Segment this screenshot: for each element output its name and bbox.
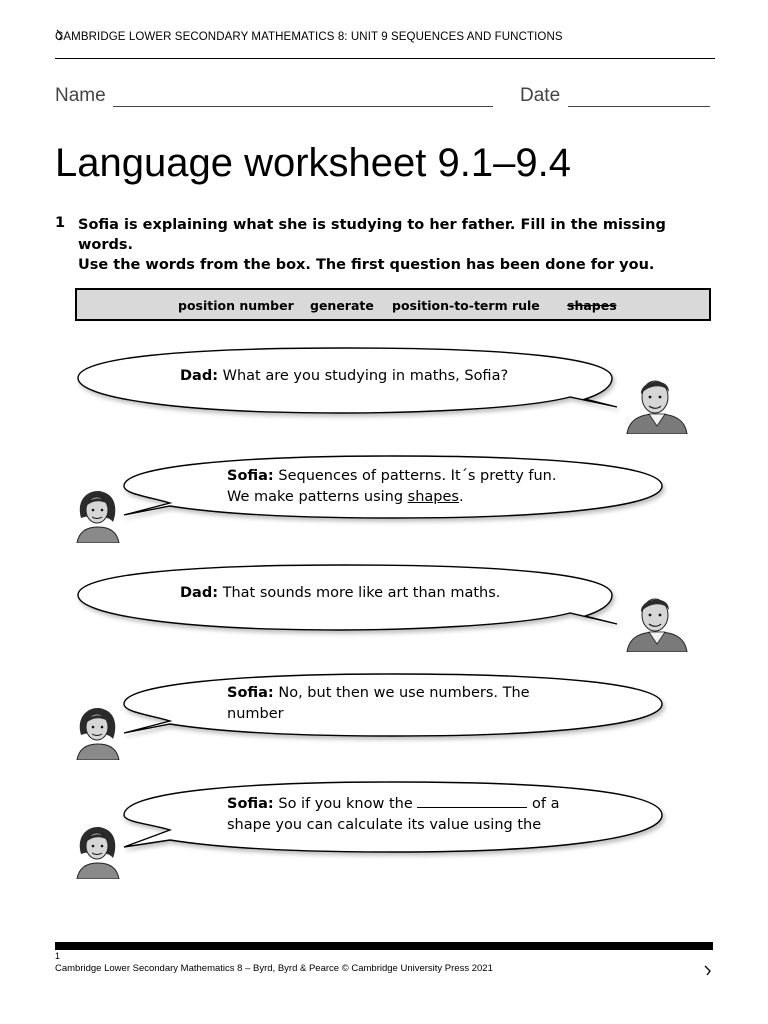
speaker-name: Dad: bbox=[180, 368, 218, 384]
dialogue-line bbox=[180, 366, 508, 387]
word-box-item: position-to-term rule bbox=[392, 298, 540, 313]
speaker-name: Sofia: bbox=[227, 468, 274, 484]
dialogue-line bbox=[227, 683, 530, 725]
sofia-avatar-icon bbox=[73, 488, 123, 543]
footer-arrow-icon bbox=[702, 963, 714, 977]
dialogue-text: No, but then we use numbers. The bbox=[278, 685, 530, 701]
dad-avatar-icon bbox=[625, 594, 689, 652]
question-line-1: Sofia is explaining what she is studying to her father. Fill in the missing words. bbox=[78, 217, 666, 253]
footer-bar bbox=[55, 942, 713, 950]
word-box-item-used: shapes bbox=[567, 298, 617, 313]
sofia-avatar-icon bbox=[73, 705, 123, 760]
page-number: 1 bbox=[55, 951, 61, 961]
dialogue-text: of a bbox=[531, 796, 560, 812]
dad-avatar-icon bbox=[625, 376, 689, 434]
question-line-2: Use the words from the box. The first question has been done for you. bbox=[78, 257, 655, 273]
page-title: Language worksheet 9.1–9.4 bbox=[55, 141, 571, 185]
speaker-name: Sofia: bbox=[227, 685, 274, 701]
speaker-name: Dad: bbox=[180, 585, 218, 601]
question-number: 1 bbox=[55, 215, 66, 231]
date-label: Date bbox=[520, 85, 561, 106]
dialogue-text: That sounds more like art than maths. bbox=[222, 585, 501, 601]
dialogue-text: . bbox=[458, 489, 464, 505]
dialogue-line bbox=[227, 466, 556, 508]
dialogue-text: shape you can calculate its value using the bbox=[227, 817, 542, 833]
word-box-item: generate bbox=[310, 298, 374, 313]
dialogue-text: We make patterns using bbox=[227, 489, 408, 505]
dialogue-text: number bbox=[227, 706, 284, 722]
dialogue-text: What are you studying in maths, Sofia? bbox=[222, 368, 509, 384]
dialogue-text: Sequences of patterns. It´s pretty fun. bbox=[278, 468, 557, 484]
footer-copyright: Cambridge Lower Secondary Mathematics 8 – Byrd, Byrd & Pearce © Cambridge University Press 2021 bbox=[55, 963, 493, 974]
header-title: CAMBRIDGE LOWER SECONDARY MATHEMATICS 8: UNIT 9 SEQUENCES AND FUNCTIONS bbox=[55, 31, 563, 43]
dialogue-line bbox=[180, 583, 500, 604]
word-box-item: position number bbox=[178, 298, 294, 313]
dialogue-line bbox=[227, 793, 559, 836]
sofia-avatar-icon bbox=[73, 824, 123, 879]
speaker-name: Sofia: bbox=[227, 796, 274, 812]
dialogue-text: So if you know the bbox=[278, 796, 413, 812]
answer-filled: shapes bbox=[407, 489, 459, 505]
name-label: Name bbox=[55, 85, 106, 106]
answer-blank[interactable] bbox=[417, 793, 527, 808]
